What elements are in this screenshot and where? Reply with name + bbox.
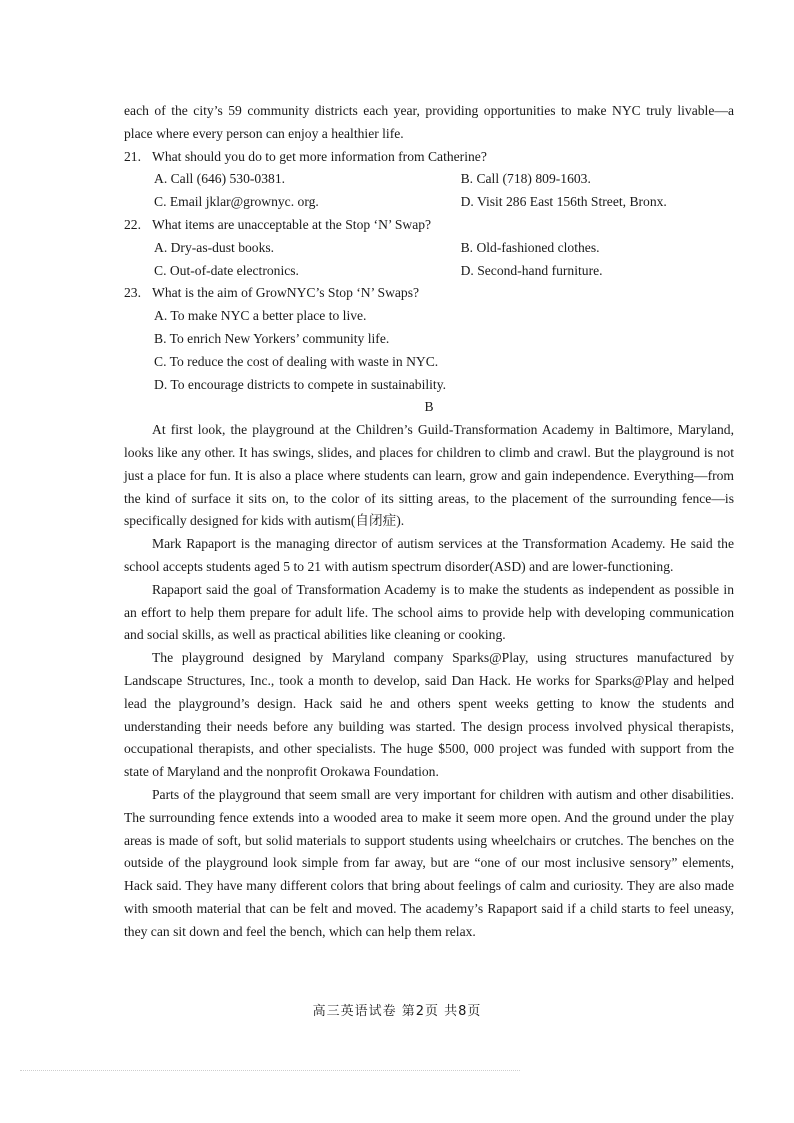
question-stem: What is the aim of GrowNYC’s Stop ‘N’ Swaps? [152, 285, 420, 301]
continued-paragraph: each of the city’s 59 community districts each year, providing opportunities to make NYC truly livable—a place where every person can enjoy a healthier life. [124, 103, 734, 141]
question-22 [124, 214, 734, 237]
option-b: B. Call (718) 809-1603. [460, 171, 591, 187]
passage-paragraph: At first look, the playground at the Children’s Guild-Transformation Academy in Baltimore, Maryland, looks like any other. It has swings, slides, and places for children to climb and crawl. But the playground is not just a place for fun. It is also a place where students can learn, grow and gain independence. Everything—from the kind of surface it sits on, to the color of its sitting areas, to the placement of the surrounding fence—is specifically designed for kids with autism(自闭症). [124, 422, 734, 529]
section-heading: B [424, 399, 434, 415]
passage-paragraph: Parts of the playground that seem small are very important for children with autism and other disabilities. The surrounding fence extends into a wooded area to make it seem more open. And the ground under the play areas is made of soft, but solid materials to support students using wheelchairs or crutches. The benches on the outside of the playground look simple from far away, but are “one of our most inclusive sensory” elements, Hack said. They have many different colors that bring about feelings of calm and curiosity. They are also made with smooth material that can be felt and moved. The academy’s Rapaport said if a child starts to feel uneasy, they can sit down and feel the bench, which can help them relax. [124, 786, 734, 939]
option-d: D. Visit 286 East 156th Street, Bronx. [460, 194, 667, 210]
option-c: C. To reduce the cost of dealing with waste in NYC. [154, 353, 439, 369]
option-b: B. To enrich New Yorkers’ community life. [154, 330, 390, 346]
passage-paragraph: Mark Rapaport is the managing director of autism services at the Transformation Academy. He said the school accepts students aged 5 to 21 with autism spectrum disorder(ASD) and are lower-functioning. [124, 536, 734, 574]
option-a: A. To make NYC a better place to live. [154, 308, 367, 324]
option-b: B. Old-fashioned clothes. [460, 239, 600, 255]
option-a: A. Dry-as-dust books. [154, 239, 275, 255]
passage-paragraph: The playground designed by Maryland company Sparks@Play, using structures manufactured by Landscape Structures, Inc., took a month to develop, said Dan Hack. He works for Sparks@Play and helped lead the playground’s design. Hack said he and others spent weeks getting to know the students and understanding their needs before any building was started. The design process involved physical therapists, occupational therapists, and other specialists. The huge $500, 000 project was funded with support from the state of Maryland and the nonprofit Orokawa Foundation. [124, 650, 734, 780]
option-d: D. To encourage districts to compete in sustainability. [154, 376, 447, 392]
scan-speckle [20, 1070, 520, 1072]
question-stem: What should you do to get more information from Catherine? [152, 148, 487, 164]
page-content [124, 100, 734, 943]
option-d: D. Second-hand furniture. [460, 262, 603, 278]
options-row [124, 168, 734, 191]
options-row [124, 237, 734, 260]
page-footer: 高三英语试卷 第2页 共8页 [312, 1004, 482, 1019]
passage-paragraph: Rapaport said the goal of Transformation Academy is to make the students as independent as possible in an effort to help them prepare for adult life. The school aims to provide help with developing communication and social skills, as well as practical abilities like cleaning or cooking. [124, 581, 734, 643]
question-number: 21. [124, 148, 141, 164]
question-number: 22. [124, 216, 141, 232]
question-21 [124, 146, 734, 169]
options-row [124, 260, 734, 283]
option-a: A. Call (646) 530-0381. [154, 171, 286, 187]
question-stem: What items are unacceptable at the Stop ‘N’ Swap? [152, 216, 432, 232]
option-c: C. Out-of-date electronics. [154, 262, 299, 278]
question-23 [124, 282, 734, 305]
option-c: C. Email jklar@grownyc. org. [154, 194, 319, 210]
question-number: 23. [124, 285, 141, 301]
options-row [124, 191, 734, 214]
